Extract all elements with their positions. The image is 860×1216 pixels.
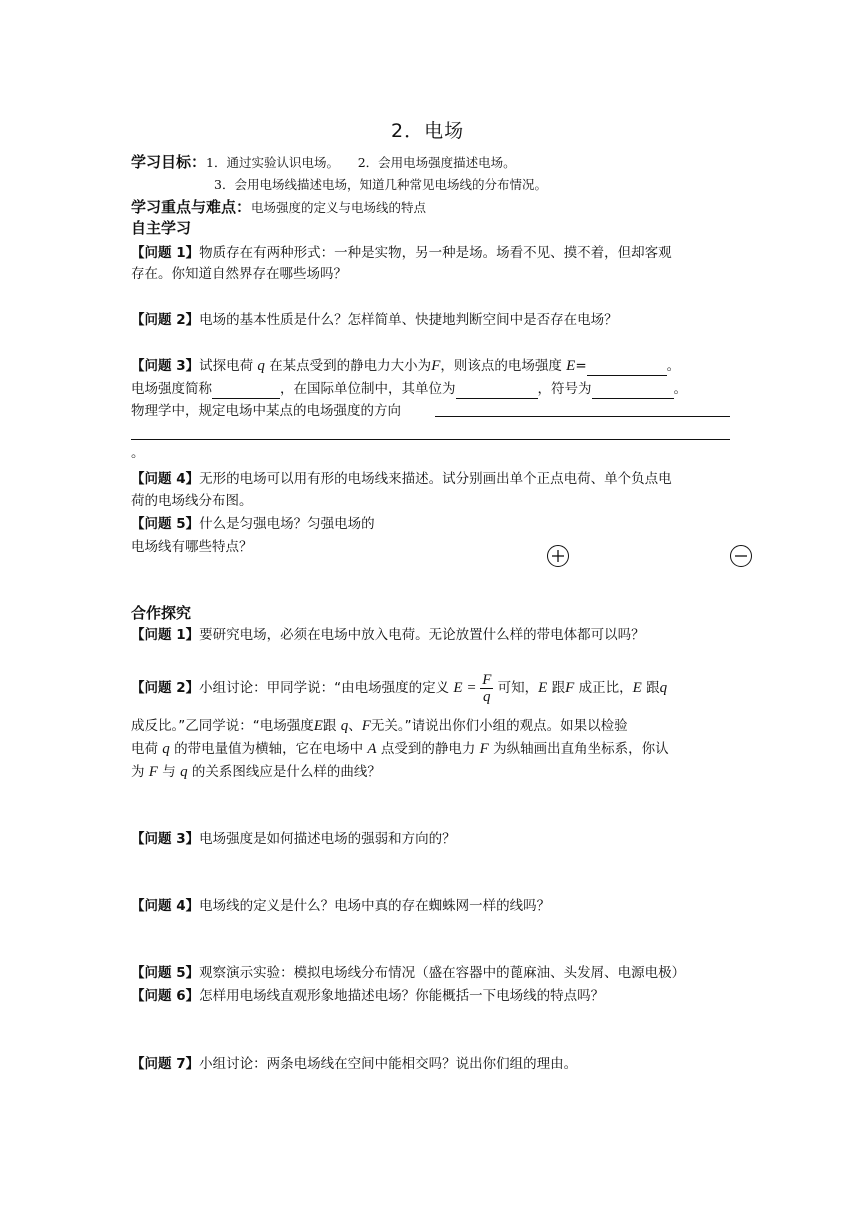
question-text: 怎样用电场线直观形象地描述电场？你能概括一下电场线的特点吗？ xyxy=(199,988,605,1004)
text: 。 xyxy=(673,381,687,397)
symbol-F: F xyxy=(565,680,575,696)
text: 点受到的静电力 xyxy=(380,741,476,757)
symbol-q: q xyxy=(340,718,349,734)
coop-q3 xyxy=(131,829,456,849)
question-label: 【问题 7】 xyxy=(131,1056,200,1072)
self-q5-line2: 电场线有哪些特点？ xyxy=(131,539,253,555)
text: 试探电荷 xyxy=(199,358,254,374)
text: 小组讨论：甲同学说：“由电场强度的定义 xyxy=(199,680,450,696)
coop-q4 xyxy=(131,896,550,916)
question-label: 【问题 5】 xyxy=(131,965,200,981)
focus-text: 电场强度的定义与电场线的特点 xyxy=(251,200,427,215)
text: 物理学中，规定电场中某点的电场强度的方向 xyxy=(131,403,401,419)
text: 为 xyxy=(131,764,145,780)
text: 为纵轴画出直角坐标系，你认 xyxy=(493,741,669,757)
formula-fraction xyxy=(480,672,493,705)
symbol-F: F xyxy=(361,718,371,734)
text: 。 xyxy=(666,358,681,374)
objectives xyxy=(131,151,516,172)
objectives-line2: 3．会用电场线描述电场，知道几种常见电场线的分布情况。 xyxy=(214,177,547,192)
text: 无关。”请说出你们小组的观点。如果以检验 xyxy=(370,718,628,734)
text: 的带电量值为横轴，它在电场中 xyxy=(174,741,364,757)
coop-q2-line3 xyxy=(131,739,669,759)
symbol-E: E xyxy=(313,718,323,734)
positive-charge-icon xyxy=(547,545,569,567)
self-q5-line1 xyxy=(131,514,375,534)
question-text: 无形的电场可以用有形的电场线来描述。试分别画出单个正点电荷、单个负点电 xyxy=(199,471,672,487)
symbol-E: E xyxy=(538,680,548,696)
text: 跟 xyxy=(322,718,337,734)
text: 在某点受到的静电力大小为 xyxy=(269,358,432,374)
self-q4-line1 xyxy=(131,469,672,489)
symbol-F: F xyxy=(431,358,441,374)
text: = xyxy=(575,358,587,374)
question-text: 电场的基本性质是什么？怎样简单、快捷地判断空间中是否存在电场？ xyxy=(199,312,618,328)
symbol-q: q xyxy=(162,741,170,757)
self-q4-line2: 荷的电场线分布图。 xyxy=(131,493,253,509)
text: 可知， xyxy=(497,680,539,696)
symbol-A: A xyxy=(367,741,377,757)
text: 跟 xyxy=(646,680,660,696)
self-q3-line1 xyxy=(131,356,680,376)
question-label: 【问题 5】 xyxy=(131,516,200,532)
coop-q5 xyxy=(131,963,685,983)
text: 电荷 xyxy=(131,741,158,757)
symbol-F: F xyxy=(148,764,158,780)
question-text: 要研究电场，必须在电场中放入电荷。无论放置什么样的带电体都可以吗？ xyxy=(199,627,645,643)
focus xyxy=(131,196,426,217)
formula-eq: = xyxy=(462,680,481,696)
coop-q2-line2 xyxy=(131,716,628,736)
minus-icon xyxy=(731,546,751,566)
question-text: 电场强度是如何描述电场的强弱和方向的？ xyxy=(199,831,456,847)
plus-icon xyxy=(548,546,568,566)
coop-q1 xyxy=(131,625,645,645)
question-text: 什么是匀强电场？匀强电场的 xyxy=(199,516,375,532)
fraction-numerator: F xyxy=(482,671,492,688)
coop-q6 xyxy=(131,986,604,1006)
self-q3-line2 xyxy=(131,379,687,399)
fill-line[interactable] xyxy=(131,439,730,440)
text: 与 xyxy=(162,764,176,780)
cooperation-heading: 合作探究 xyxy=(131,604,192,622)
question-label: 【问题 2】 xyxy=(131,312,200,328)
question-text: 物质存在有两种形式：一种是实物，另一种是场。场看不见、摸不着，但却客观 xyxy=(199,245,672,261)
fill-blank[interactable] xyxy=(587,360,667,376)
question-label: 【问题 1】 xyxy=(131,245,200,261)
text: 成正比， xyxy=(578,680,633,696)
fill-blank[interactable] xyxy=(592,383,674,399)
page-title: 2．电场 xyxy=(391,120,465,142)
fill-blank[interactable] xyxy=(456,383,538,399)
self-q3-line3 xyxy=(131,401,401,421)
coop-q7 xyxy=(131,1054,577,1074)
symbol-E: E xyxy=(632,680,642,696)
symbol-E: E xyxy=(566,358,576,374)
question-text: 电场线的定义是什么？电场中真的存在蜘蛛网一样的线吗？ xyxy=(199,898,551,914)
text: ，符号为 xyxy=(537,381,592,397)
text: 的关系图线应是什么样的曲线？ xyxy=(191,764,381,780)
coop-q2-line4 xyxy=(131,762,381,782)
text: 电场强度简称 xyxy=(131,381,212,397)
objectives-line1: 1．通过实验认识电场。 2．会用电场强度描述电场。 xyxy=(206,155,516,170)
question-label: 【问题 3】 xyxy=(131,358,200,374)
text: 成反比。”乙同学说：“电场强度 xyxy=(131,718,314,734)
coop-q2-line1 xyxy=(131,668,667,708)
question-text: 观察演示实验：模拟电场线分布情况（盛在容器中的蓖麻油、头发屑、电源电极） xyxy=(199,965,686,981)
question-label: 【问题 1】 xyxy=(131,627,200,643)
formula-lhs: E xyxy=(453,680,463,696)
symbol-F: F xyxy=(479,741,489,757)
self-study-heading: 自主学习 xyxy=(131,219,192,237)
fill-line[interactable] xyxy=(435,416,730,417)
text: ，在国际单位制中，其单位为 xyxy=(280,381,456,397)
objectives-label: 学习目标： xyxy=(131,153,207,171)
negative-charge-icon xyxy=(730,545,752,567)
fill-blank[interactable] xyxy=(212,383,280,399)
self-q3-period: 。 xyxy=(131,445,145,461)
text: 跟 xyxy=(551,680,566,696)
question-label: 【问题 4】 xyxy=(131,898,200,914)
text: 、 xyxy=(348,718,362,734)
question-label: 【问题 6】 xyxy=(131,988,200,1004)
symbol-q: q xyxy=(180,764,188,780)
symbol-q: q xyxy=(659,680,668,696)
question-text: 小组讨论：两条电场线在空间中能相交吗？说出你们组的理由。 xyxy=(199,1056,578,1072)
self-q1-line1 xyxy=(131,243,672,263)
symbol-q: q xyxy=(257,358,265,374)
question-label: 【问题 4】 xyxy=(131,471,200,487)
question-label: 【问题 2】 xyxy=(131,680,200,696)
focus-label: 学习重点与难点： xyxy=(131,198,252,216)
question-label: 【问题 3】 xyxy=(131,831,200,847)
fraction-denominator: q xyxy=(483,688,491,705)
text: ，则该点的电场强度 xyxy=(440,358,562,374)
self-q1-line2: 存在。你知道自然界存在哪些场吗？ xyxy=(131,266,347,282)
self-q2 xyxy=(131,310,618,330)
